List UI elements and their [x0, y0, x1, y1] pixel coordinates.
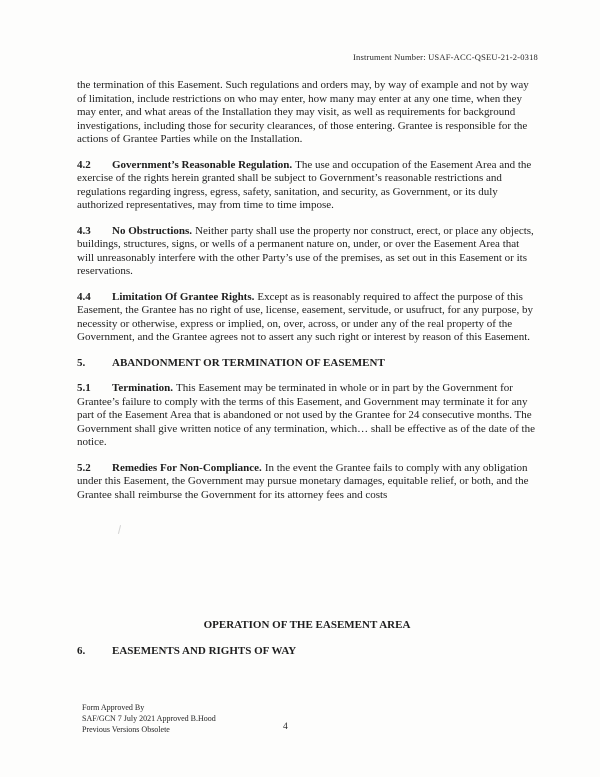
heading-number: 6.	[77, 644, 86, 657]
footer-line-approval-detail: SAF/GCN 7 July 2021 Approved B.Hood	[82, 714, 216, 723]
document-body	[77, 79, 537, 670]
section-5-2	[77, 462, 537, 503]
section-number: 5.2	[77, 461, 91, 474]
section-body-text: The use and occupation of the Easement Area and the exercise of the rights herein granted shall be subject to Government’s reasonable restrictions and regulations regarding ingress, egress, safety, sanitation, and security, as Government, or its duly authorized representatives, may from time to time impose.	[77, 158, 532, 211]
intro-paragraph: the termination of this Easement. Such regulations and orders may, by way of example and not by way of limitation, include restrictions on who may enter, how many may enter at any one time, when they may enter, and what areas of the Installation they may visit, as well as requirements for background investigations, including those for security clearances, of those entering. Grantee is responsible for the actions of Grantee Parties while on the Installation.	[77, 79, 529, 145]
section-title: Remedies For Non-Compliance.	[112, 461, 262, 474]
form-approval-footer	[82, 702, 216, 735]
section-title: Government’s Reasonable Regulation.	[112, 158, 293, 171]
heading-number: 5.	[77, 356, 86, 369]
section-5-1	[77, 382, 537, 450]
section-4-2	[77, 159, 537, 213]
section-body-text: Neither party shall use the property nor construct, erect, or place any objects, buildings, structures, signs, or wells of a permanent nature on, under, or over the Easement Area that will unreasonably interfere with the other Party’s use of the premises, as set out in this Easement or its reservations.	[77, 224, 534, 277]
center-heading-operation: OPERATION OF THE EASEMENT AREA	[203, 619, 411, 631]
instrument-number: Instrument Number: USAF-ACC-QSEU-21-2-0318	[353, 52, 538, 62]
page-number: 4	[283, 722, 288, 732]
section-number: 4.2	[77, 158, 91, 171]
heading-section-5	[77, 357, 537, 371]
section-body-text: This Easement may be terminated in whole or in part by the Government for Grantee’s failure to comply with the terms of this Easement, and Government may terminate it for any part of the Easement Area that is abandoned or not used by the Grantee for 24 consecutive months. The Government shall give written notice of any termination, which… shall be effective as of the date of the notice.	[77, 382, 535, 448]
section-title: No Obstructions.	[112, 224, 193, 237]
heading-title: EASEMENTS AND RIGHTS OF WAY	[112, 644, 297, 657]
footer-line-previous-versions: Previous Versions Obsolete	[82, 725, 170, 734]
section-body-text: Except as is reasonably required to affect the purpose of this Easement, the Grantee has no right of use, license, easement, servitude, or usufruct, for any purpose, by necessity or otherwise, express or implied, on, over, across, or under any of the real property of the Government, and the Grantee agrees not to assert any such right or interest by reason of this Easement.	[77, 290, 534, 343]
section-number: 4.3	[77, 224, 91, 237]
heading-section-6	[77, 645, 537, 659]
section-title: Termination.	[112, 382, 174, 394]
section-title: Limitation Of Grantee Rights.	[112, 290, 255, 303]
section-body-text: In the event the Grantee fails to comply with any obligation under this Easement, the Government may pursue monetary damages, equitable relief, or both, and the Grantee shall reimburse the Government for its attorney fees and costs	[77, 461, 529, 501]
section-4-4	[77, 291, 537, 345]
heading-title: ABANDONMENT OR TERMINATION OF EASEMENT	[112, 356, 385, 369]
section-4-3	[77, 225, 537, 279]
section-number: 5.1	[77, 382, 91, 394]
footer-line-form-approved: Form Approved By	[82, 703, 145, 712]
section-number: 4.4	[77, 290, 91, 303]
